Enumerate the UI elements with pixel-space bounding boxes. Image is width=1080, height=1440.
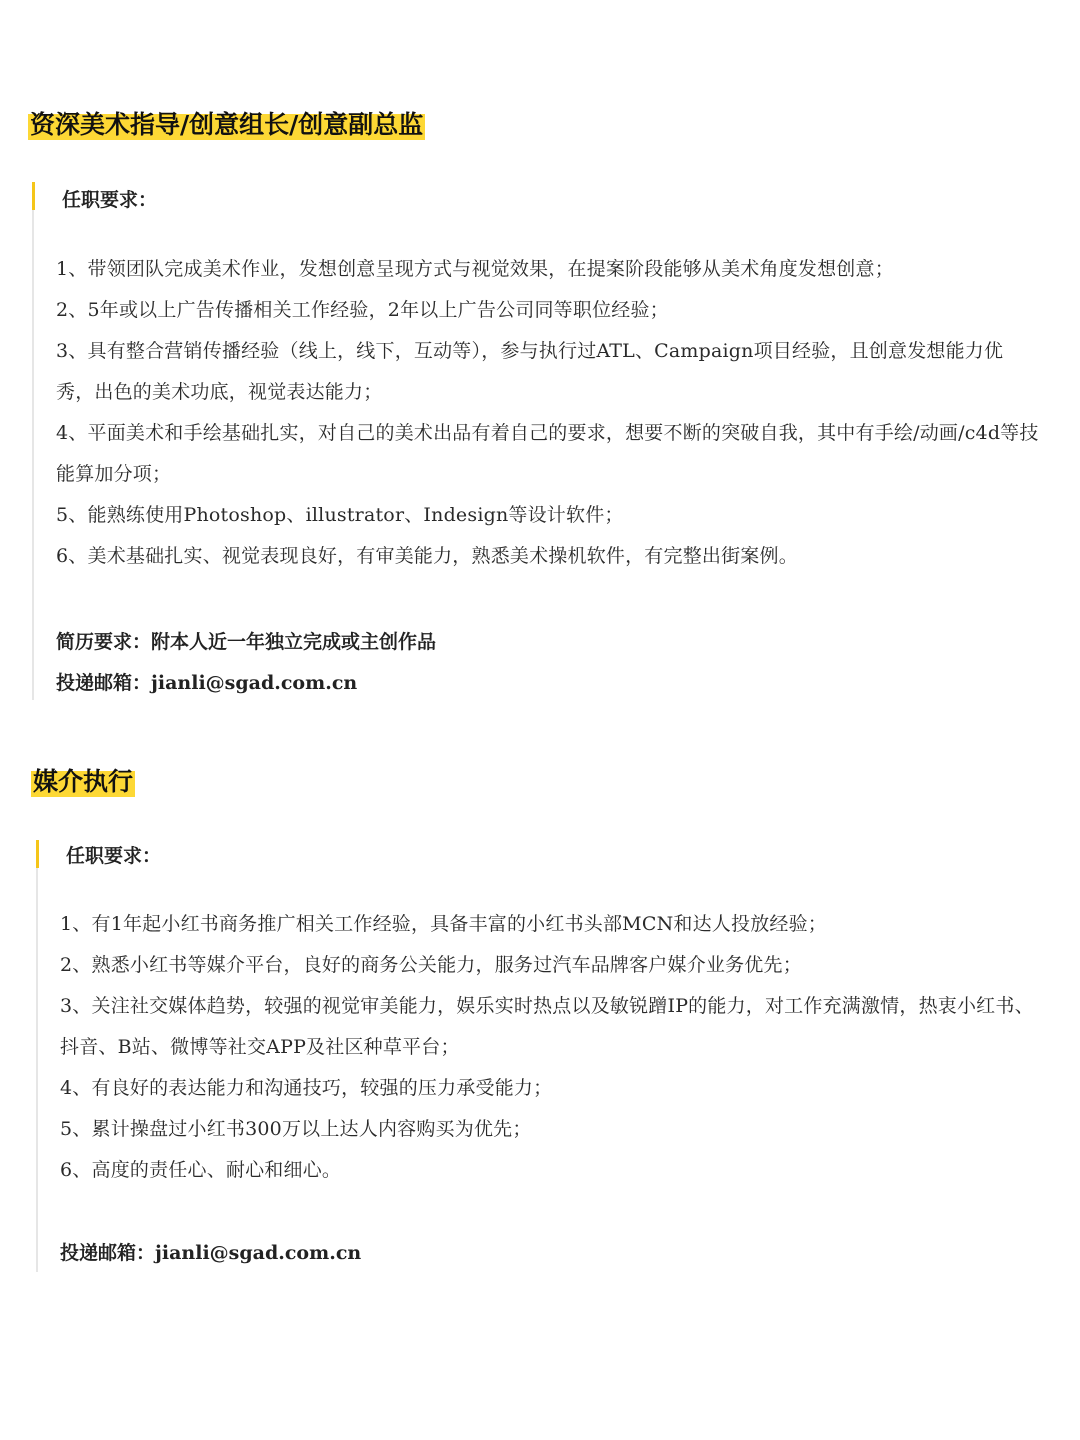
resume-value: 附本人近一年独立完成或主创作品 <box>151 631 437 653</box>
requirements-list <box>60 904 1045 1191</box>
accent-bar <box>36 840 39 868</box>
email-line <box>60 1233 361 1274</box>
resume-requirement <box>56 622 436 663</box>
list-item: 4、有良好的表达能力和沟通技巧，较强的压力承受能力； <box>60 1077 553 1099</box>
list-item: 2、5年或以上广告传播相关工作经验，2年以上广告公司同等职位经验； <box>56 299 669 321</box>
email-line <box>56 663 357 704</box>
email-address: jianli@sgad.com.cn <box>155 1242 362 1264</box>
email-label: 投递邮箱： <box>60 1242 156 1264</box>
list-item: 6、高度的责任心、耐心和细心。 <box>60 1159 342 1181</box>
requirements-heading: 任职要求： <box>66 845 162 867</box>
requirements-heading: 任职要求： <box>62 189 158 211</box>
resume-label: 简历要求： <box>56 631 152 653</box>
requirements-list <box>56 249 1041 577</box>
job-detail-block <box>32 182 1044 700</box>
email-address: jianli@sgad.com.cn <box>151 672 358 694</box>
list-item: 6、美术基础扎实、视觉表现良好，有审美能力，熟悉美术操机软件，有完整出街案例。 <box>56 545 798 567</box>
list-item: 5、累计操盘过小红书300万以上达人内容购买为优先； <box>60 1118 532 1140</box>
job-detail-block <box>36 840 1048 1272</box>
list-item: 5、能熟练使用Photoshop、illustrator、Indesign等设计软件； <box>56 504 624 526</box>
list-item: 1、带领团队完成美术作业，发想创意呈现方式与视觉效果，在提案阶段能够从美术角度发想创意； <box>56 258 894 280</box>
job-title: 媒介执行 <box>33 767 134 796</box>
list-item: 3、关注社交媒体趋势，较强的视觉审美能力，娱乐实时热点以及敏锐蹭IP的能力，对工作充满激情，热衷小红书、抖音、B站、微博等社交APP及社区种草平台； <box>60 995 1034 1058</box>
list-item: 2、熟悉小红书等媒介平台，良好的商务公关能力，服务过汽车品牌客户媒介业务优先； <box>60 954 802 976</box>
email-label: 投递邮箱： <box>56 672 152 694</box>
job-title: 资深美术指导/创意组长/创意副总监 <box>30 110 424 139</box>
accent-bar <box>32 182 35 210</box>
job-title-wrap <box>31 765 135 799</box>
job-title-wrap <box>28 108 425 142</box>
list-item: 4、平面美术和手绘基础扎实，对自己的美术出品有着自己的要求，想要不断的突破自我，其中有手绘/动画/c4d等技能算加分项； <box>56 422 1039 485</box>
list-item: 1、有1年起小红书商务推广相关工作经验，具备丰富的小红书头部MCN和达人投放经验； <box>60 913 827 935</box>
list-item: 3、具有整合营销传播经验（线上，线下，互动等），参与执行过ATL、Campaign项目经验，且创意发想能力优秀，出色的美术功底，视觉表达能力； <box>56 340 1004 403</box>
